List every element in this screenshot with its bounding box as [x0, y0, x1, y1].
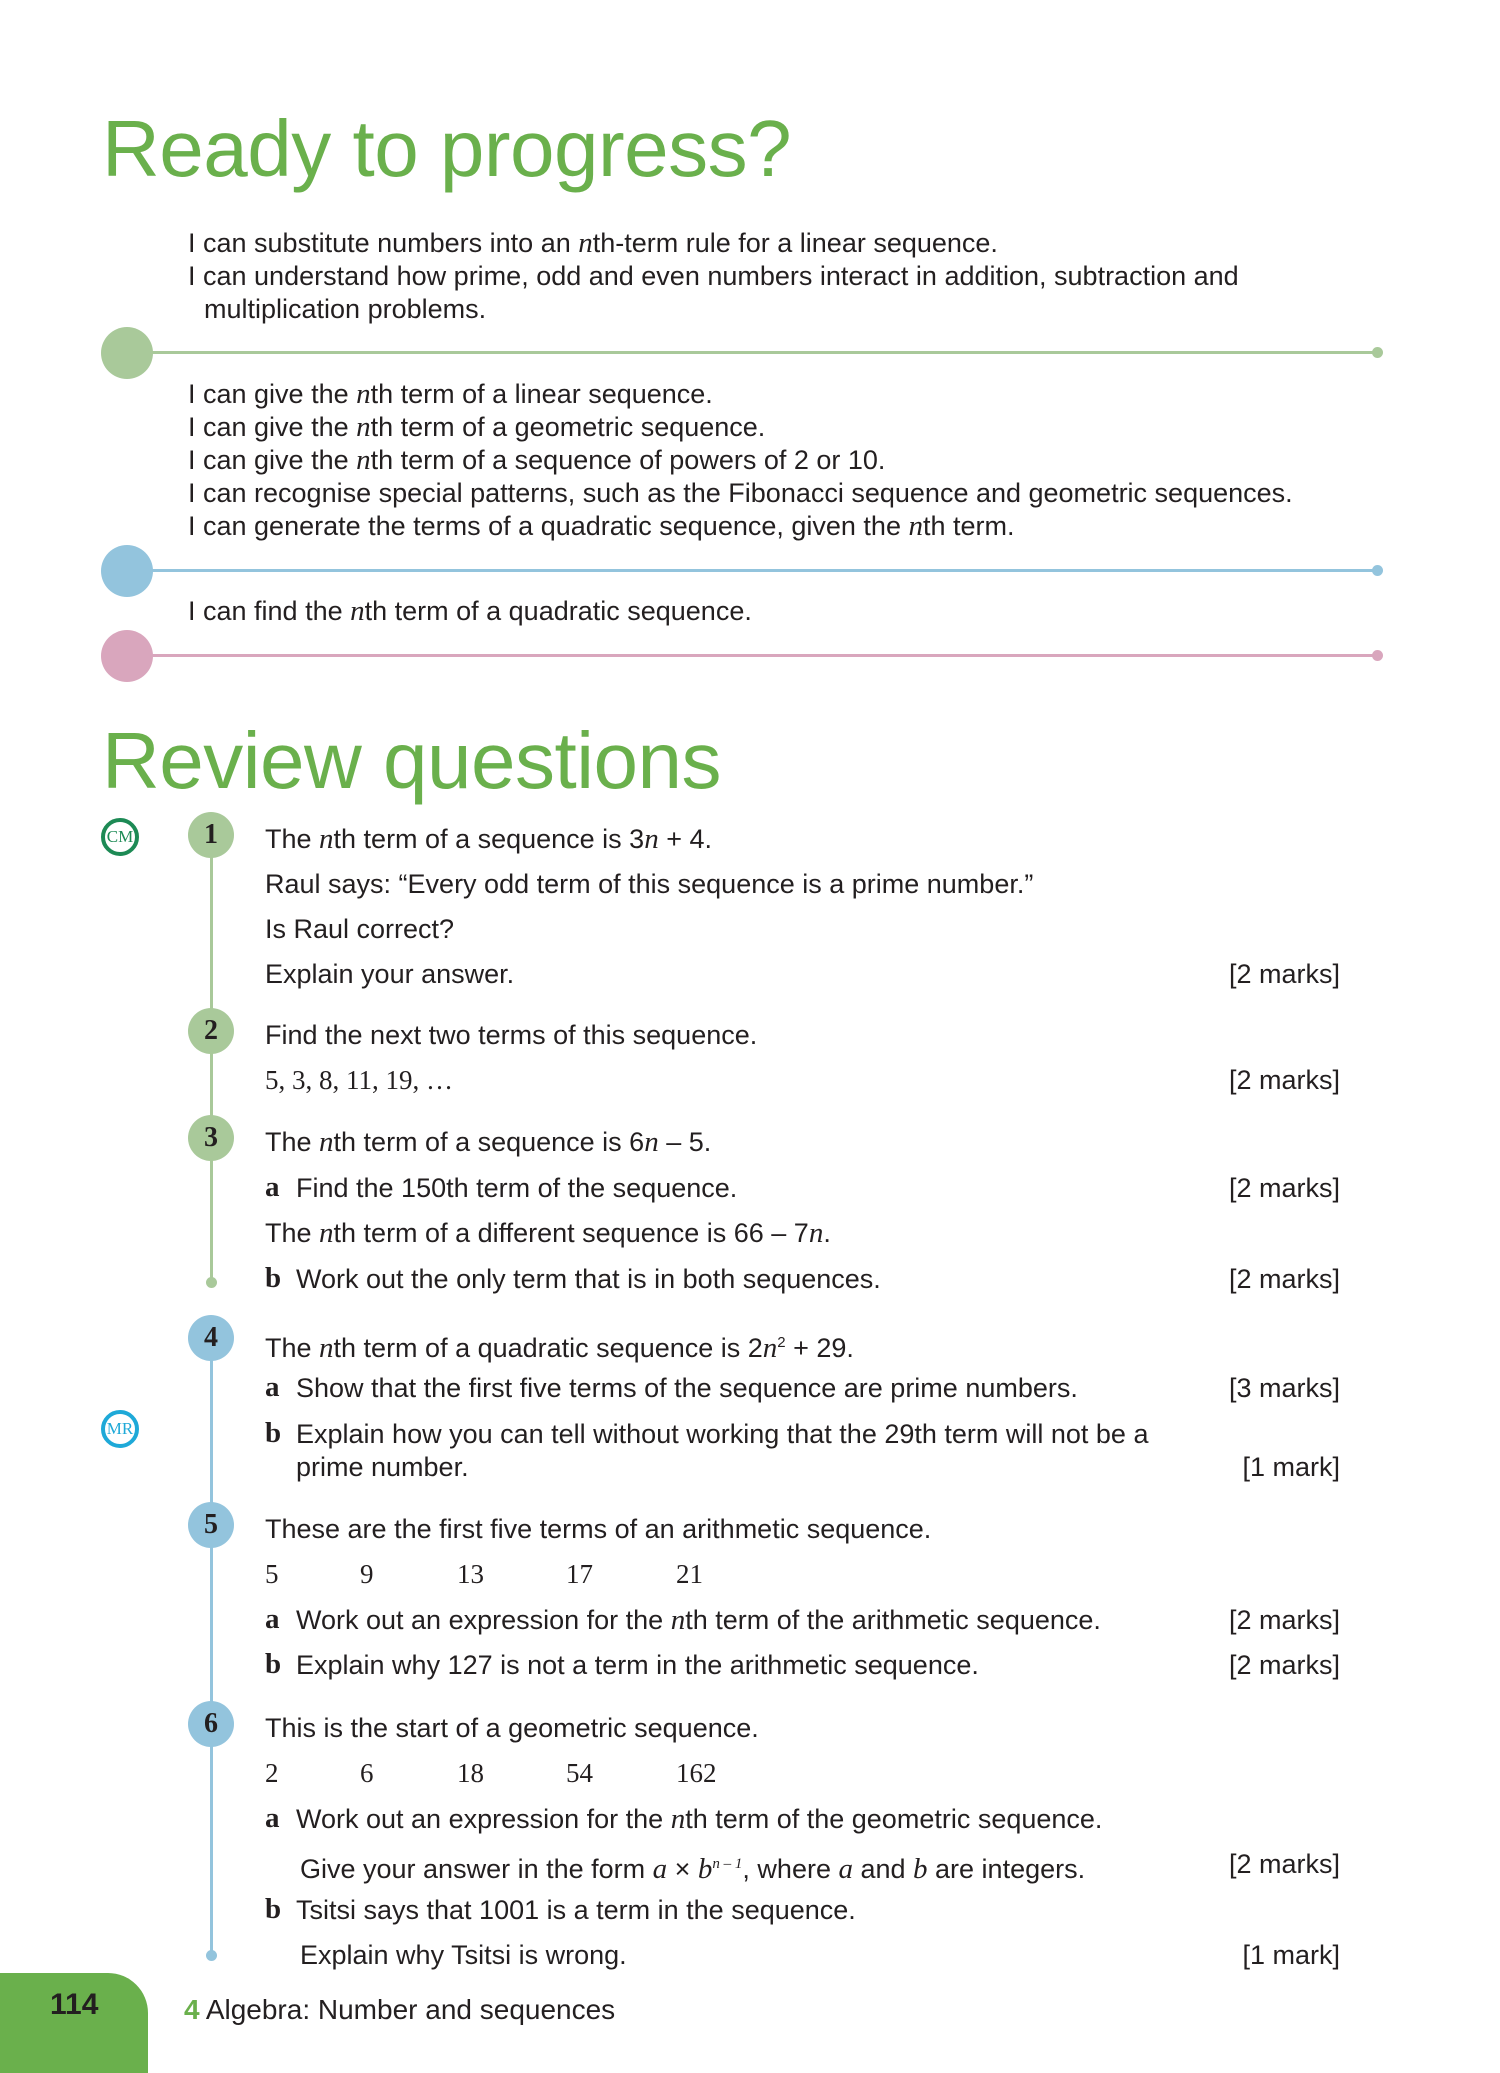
question-5-number: 5	[188, 1502, 234, 1548]
green-level-dot	[101, 327, 153, 379]
blue-item-1: I can give the nth term of a linear sequence.	[188, 378, 713, 410]
q4-part-b-text-2: prime number.	[296, 1452, 469, 1482]
blue-item-2: I can give the nth term of a geometric sequence.	[188, 411, 766, 443]
q4-part-a-label: a	[265, 1371, 280, 1403]
blue-divider	[150, 569, 1378, 572]
q4-line-1: The nth term of a quadratic sequence is $2n^2 + 29$.	[265, 1332, 854, 1364]
q5-term-5: 21	[676, 1559, 703, 1589]
blue-item-5: I can generate the terms of a quadratic sequence, given the nth term.	[188, 510, 1015, 542]
q3-part-a-label: a	[265, 1171, 280, 1203]
q6-term-4: 54	[566, 1758, 593, 1788]
cm-badge-icon: CM	[101, 818, 139, 856]
blue-end-dot	[1372, 565, 1383, 576]
q3-line-1: The nth term of a sequence is 6n – 5.	[265, 1126, 712, 1158]
q1-line-2: Raul says: “Every odd term of this sequence is a prime number.”	[265, 869, 1034, 899]
q5-term-1: 5	[265, 1559, 279, 1589]
mr-badge-icon: MR	[101, 1410, 139, 1448]
q2-sequence: 5, 3, 8, 11, 19, …	[265, 1065, 453, 1095]
review-questions-title: Review questions	[102, 716, 721, 805]
q6-term-1: 2	[265, 1758, 279, 1788]
q4-part-a-text: Show that the first five terms of the sequence are prime numbers.	[296, 1373, 1078, 1403]
q6-term-3: 18	[457, 1758, 484, 1788]
q2-marks: [2 marks]	[1228, 1065, 1340, 1095]
question-2-number: 2	[188, 1008, 234, 1054]
question-4-number: 4	[188, 1315, 234, 1361]
chapter-footer: 4 Algebra: Number and sequences	[184, 1994, 616, 2025]
green-end-dot	[1372, 347, 1383, 358]
q6-part-b-label: b	[265, 1893, 282, 1925]
q1-line-4: Explain your answer.	[265, 959, 515, 989]
q3-part-a-marks: [2 marks]	[1228, 1173, 1340, 1203]
blue-timeline	[210, 1335, 213, 1955]
q5-line-1: These are the first five terms of an arithmetic sequence.	[265, 1514, 932, 1544]
question-1-number: 1	[188, 812, 234, 858]
green-timeline-end	[206, 1277, 217, 1288]
q6-part-a-marks: [2 marks]	[1228, 1849, 1340, 1879]
question-6-number: 6	[188, 1701, 234, 1747]
q3-part-b-marks: [2 marks]	[1228, 1264, 1340, 1294]
green-item-1: I can substitute numbers into an nth-term rule for a linear sequence.	[188, 227, 998, 259]
q6-part-b-text-1: Tsitsi says that 1001 is a term in the sequence.	[296, 1895, 856, 1925]
pink-end-dot	[1372, 650, 1383, 661]
q1-line-3: Is Raul correct?	[265, 914, 455, 944]
question-3-number: 3	[188, 1115, 234, 1161]
q3-part-b-label: b	[265, 1262, 282, 1294]
q5-part-a-marks: [2 marks]	[1228, 1605, 1340, 1635]
q6-line-1: This is the start of a geometric sequence.	[265, 1713, 759, 1743]
q6-part-a-instruction: Give your answer in the form $a \times b^{n - 1}$, where a and b are integers.	[300, 1853, 1086, 1885]
q5-term-3: 13	[457, 1559, 484, 1589]
q5-part-a-text: Work out an expression for the nth term of the arithmetic sequence.	[296, 1604, 1101, 1636]
q6-part-b-text-2: Explain why Tsitsi is wrong.	[300, 1940, 627, 1970]
blue-item-4: I can recognise special patterns, such as the Fibonacci sequence and geometric sequences.	[188, 478, 1293, 508]
pink-level-dot	[101, 630, 153, 682]
q6-term-5: 162	[676, 1758, 717, 1788]
green-divider	[150, 351, 1378, 354]
pink-divider	[150, 654, 1378, 657]
q3-part-b-text: Work out the only term that is in both sequences.	[296, 1264, 881, 1294]
q5-term-4: 17	[566, 1559, 593, 1589]
blue-item-3: I can give the nth term of a sequence of powers of 2 or 10.	[188, 444, 886, 476]
q5-part-a-label: a	[265, 1603, 280, 1635]
green-timeline	[210, 835, 213, 1283]
blue-level-dot	[101, 545, 153, 597]
q4-part-b-label: b	[265, 1417, 282, 1449]
q6-term-2: 6	[360, 1758, 374, 1788]
q3-middle-line: The nth term of a different sequence is 66 – 7n.	[265, 1217, 831, 1249]
q6-part-a-text: Work out an expression for the nth term of the geometric sequence.	[296, 1803, 1103, 1835]
q2-line-1: Find the next two terms of this sequence.	[265, 1020, 758, 1050]
blue-timeline-end	[206, 1950, 217, 1961]
q1-marks: [2 marks]	[1228, 959, 1340, 989]
q6-part-a-label: a	[265, 1802, 280, 1834]
q5-part-b-label: b	[265, 1648, 282, 1680]
page-number: 114	[50, 1988, 99, 2021]
q4-part-a-marks: [3 marks]	[1228, 1373, 1340, 1403]
q5-term-2: 9	[360, 1559, 374, 1589]
green-item-2: I can understand how prime, odd and even numbers interact in addition, subtraction and	[188, 261, 1239, 291]
q4-part-b-marks: [1 mark]	[1242, 1452, 1340, 1482]
green-item-2-cont: multiplication problems.	[204, 294, 487, 324]
q4-part-b-text-1: Explain how you can tell without working that the 29th term will not be a	[296, 1419, 1149, 1449]
q5-part-b-text: Explain why 127 is not a term in the arithmetic sequence.	[296, 1650, 979, 1680]
q5-part-b-marks: [2 marks]	[1228, 1650, 1340, 1680]
q3-part-a-text: Find the 150th term of the sequence.	[296, 1173, 738, 1203]
q6-part-b-marks: [1 mark]	[1242, 1940, 1340, 1970]
q1-line-1: The nth term of a sequence is 3n + 4.	[265, 823, 712, 855]
ready-to-progress-title: Ready to progress?	[102, 104, 792, 193]
pink-item-1: I can find the nth term of a quadratic sequence.	[188, 595, 752, 627]
